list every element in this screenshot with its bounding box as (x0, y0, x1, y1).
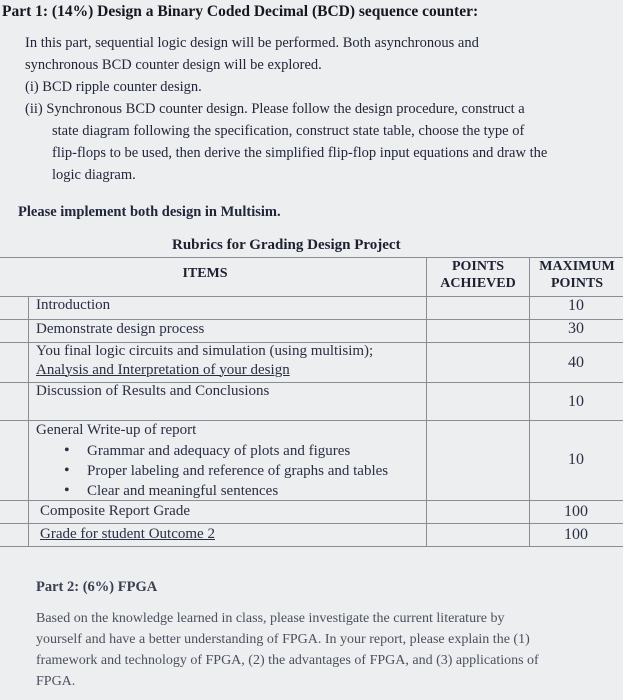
row-demonstrate-max: 30 (568, 320, 584, 337)
rubric-title: Rubrics for Grading Design Project (172, 237, 401, 253)
header-items: ITEMS (182, 266, 228, 281)
header-max-line2: POINTS (550, 276, 604, 291)
header-points-line1: POINTS (451, 259, 505, 274)
part1-intro-line1: In this part, sequential logic design will be performed. Both asynchronous and (25, 35, 479, 51)
row-logic-max: 40 (568, 354, 584, 371)
part1-item2-line1: (ii) Synchronous BCD counter design. Please follow the design procedure, construct a (25, 101, 525, 117)
row-outcome-max: 100 (564, 526, 588, 543)
bullet-icon: • (64, 442, 70, 459)
writeup-bullet-1: Grammar and adequacy of plots and figures (87, 443, 351, 459)
part1-item1: (i) BCD ripple counter design. (25, 79, 202, 95)
header-max-line1: MAXIMUM (539, 259, 615, 274)
row-writeup-label: General Write-up of report (36, 422, 197, 438)
row-discussion-label: Discussion of Results and Conclusions (36, 383, 270, 399)
row-composite-max: 100 (564, 503, 588, 520)
row-outcome-label: Grade for student Outcome 2 (40, 526, 215, 542)
row-logic-label-line1: You final logic circuits and simulation (using multisim); (36, 343, 374, 359)
part1-item2-line2: state diagram following the specification, construct state table, choose the type of (52, 123, 525, 139)
row-composite-label: Composite Report Grade (40, 503, 190, 519)
row-introduction-max: 10 (568, 297, 584, 314)
bullet-icon: • (64, 462, 70, 479)
part1-item2-line3: flip-flops to be used, then derive the simplified flip-flop input equations and draw the (52, 145, 548, 161)
part2-body-line2: yourself and have a better understanding of FPGA. In your report, please explain the (1) (36, 632, 530, 647)
part2-body-line3: framework and technology of FPGA, (2) the advantages of FPGA, and (3) applications of (36, 653, 539, 668)
writeup-bullet-3: Clear and meaningful sentences (87, 483, 279, 499)
row-writeup-max: 10 (568, 451, 584, 468)
header-points-line2: ACHIEVED (440, 276, 516, 291)
implement-instruction: Please implement both design in Multisim. (18, 204, 281, 220)
part1-intro-line2: synchronous BCD counter design will be explored. (25, 57, 322, 73)
bullet-icon: • (64, 482, 70, 499)
part2-body-line4: FPGA. (36, 674, 76, 689)
row-logic-label-line2: Analysis and Interpretation of your design (36, 362, 290, 378)
row-discussion-max: 10 (568, 393, 584, 410)
row-demonstrate-label: Demonstrate design process (36, 321, 205, 337)
part1-item2-line4: logic diagram. (52, 167, 136, 183)
part2-title: Part 2: (6%) FPGA (36, 579, 158, 595)
writeup-bullet-2: Proper labeling and reference of graphs and tables (87, 463, 389, 479)
row-introduction-label: Introduction (36, 297, 111, 313)
part2-body-line1: Based on the knowledge learned in class, please investigate the current literature by (36, 611, 505, 626)
part1-title: Part 1: (14%) Design a Binary Coded Decimal (BCD) sequence counter: (2, 3, 479, 20)
